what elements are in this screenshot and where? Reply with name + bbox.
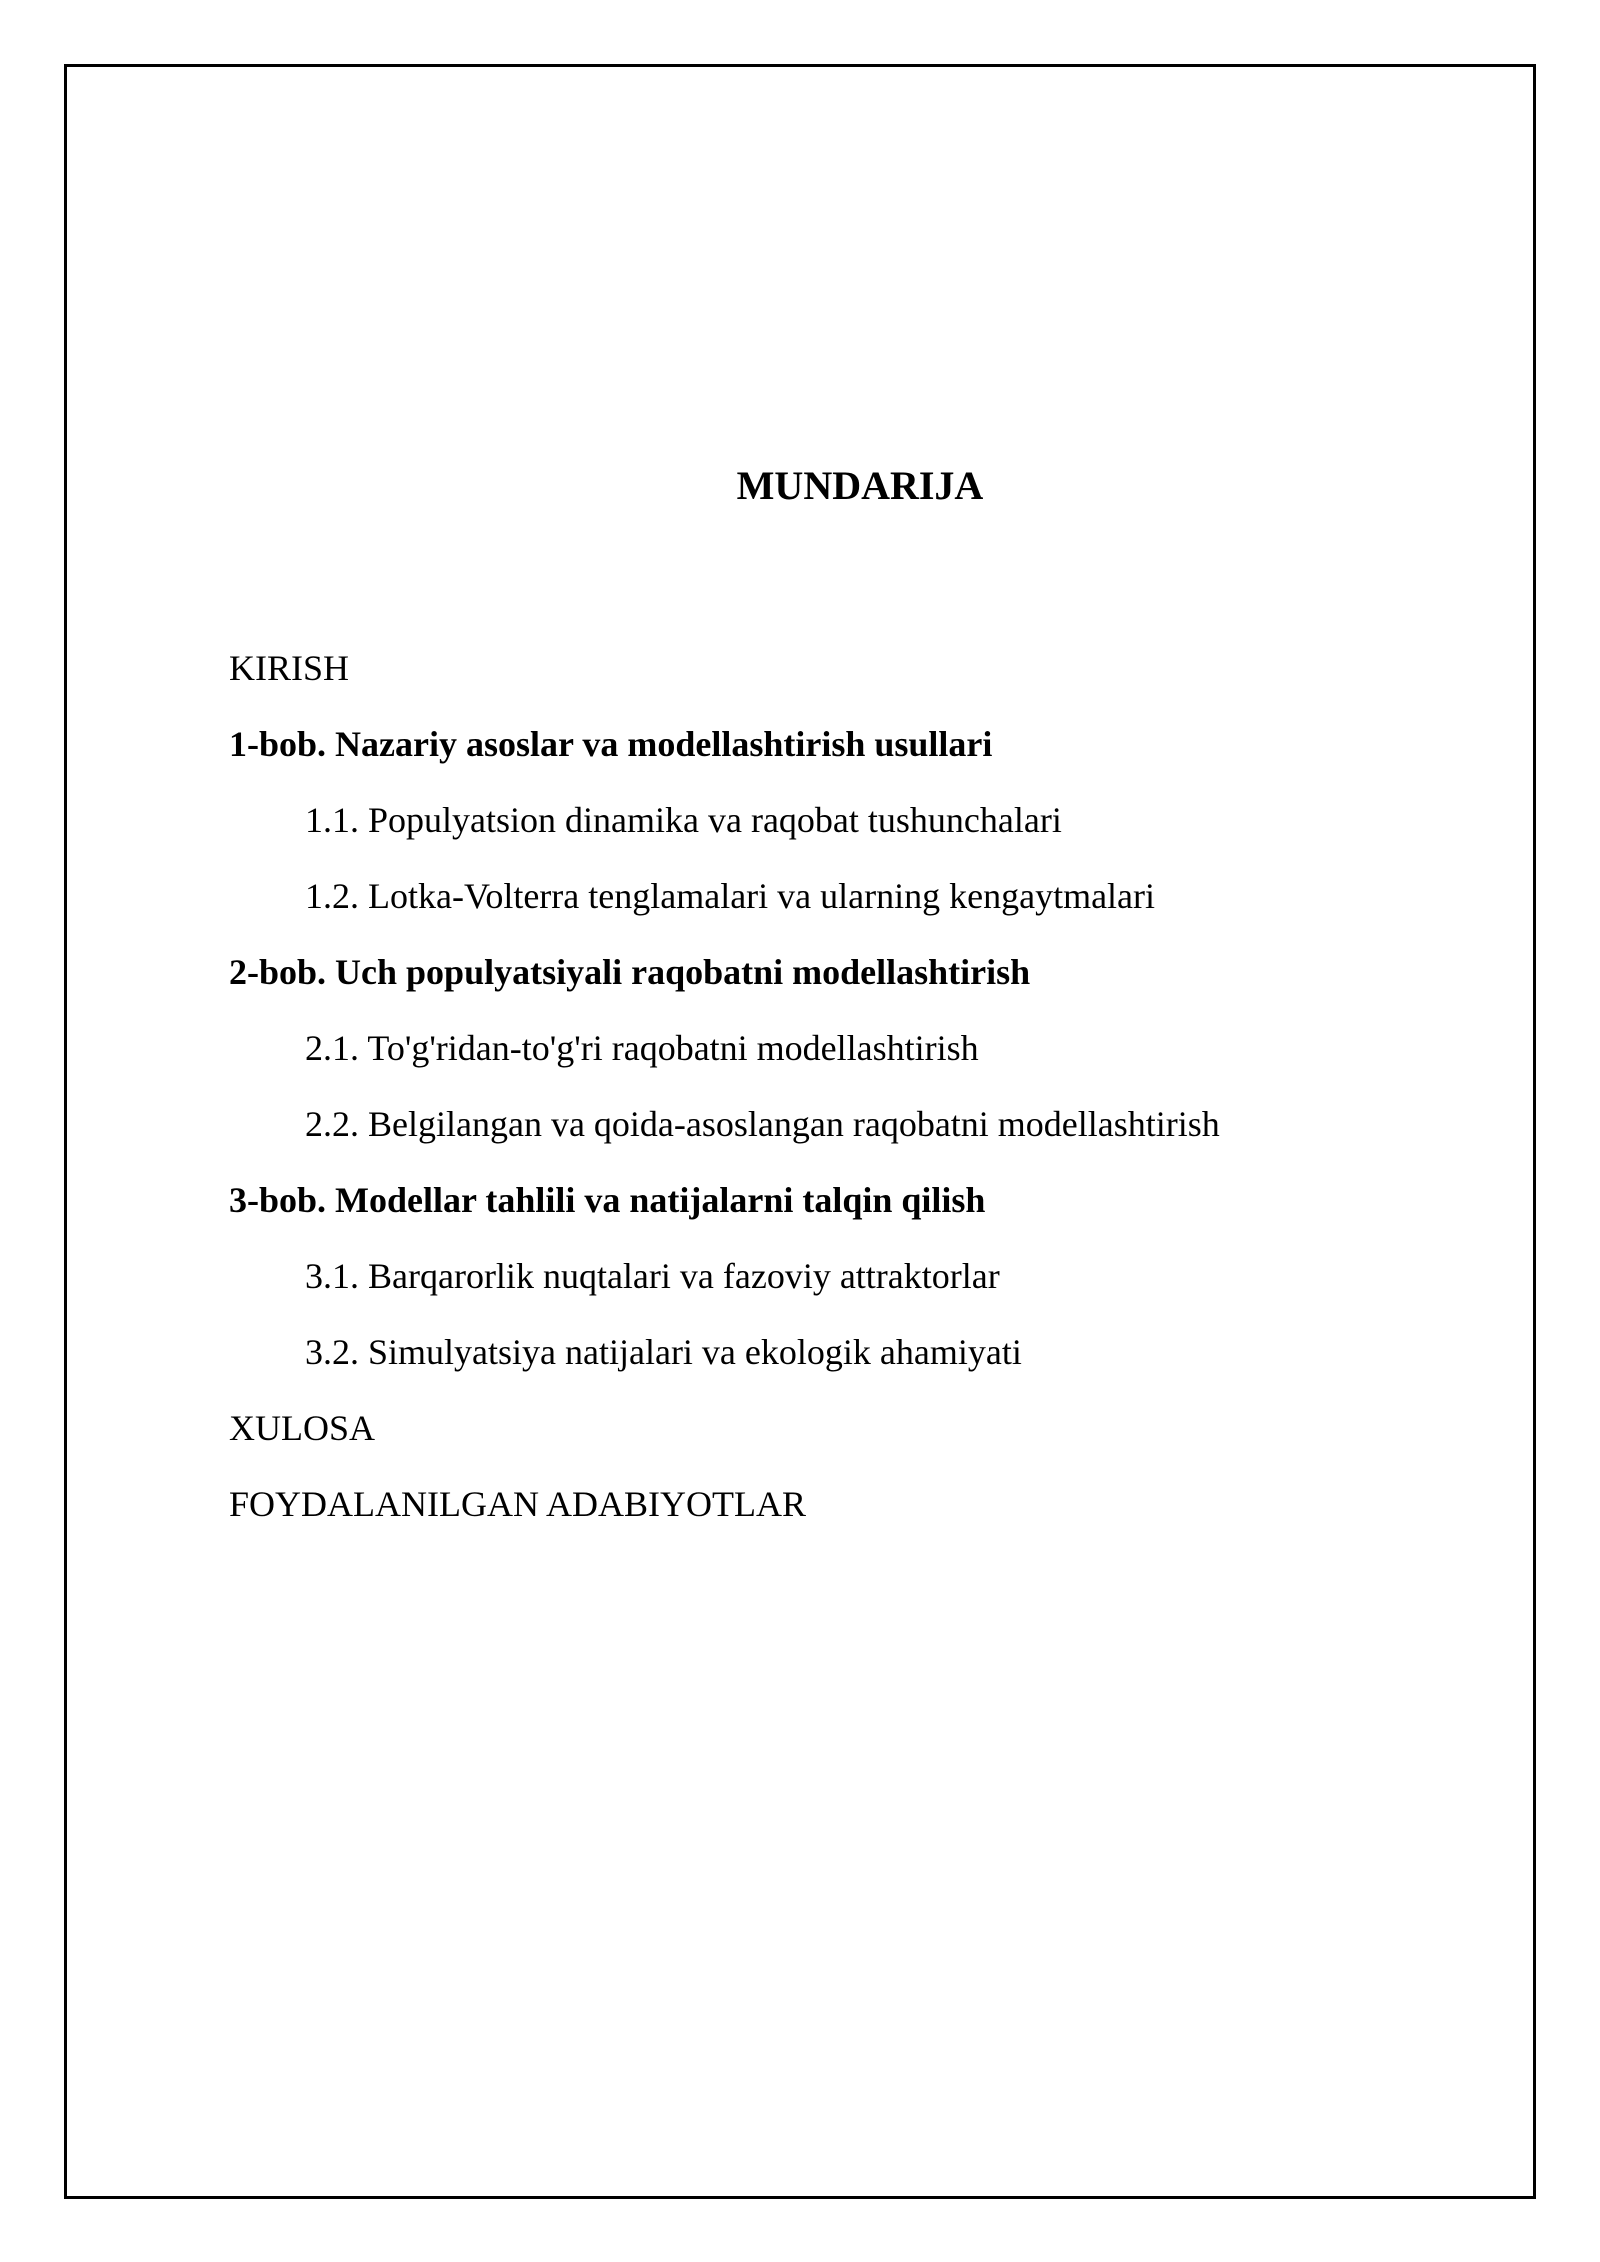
toc-item-adabiyotlar: FOYDALANILGAN ADABIYOTLAR	[229, 1484, 806, 1524]
toc-chapter-2: 2-bob. Uch populyatsiyali raqobatni modellashtirish	[229, 952, 1031, 992]
toc-section-3-2: 3.2. Simulyatsiya natijalari va ekologik ahamiyati	[305, 1332, 1022, 1372]
toc-item-xulosa: XULOSA	[229, 1408, 376, 1448]
toc-section-1-1: 1.1. Populyatsion dinamika va raqobat tushunchalari	[305, 800, 1062, 840]
page-title: MUNDARIJA	[736, 463, 984, 508]
toc-item-kirish: KIRISH	[229, 648, 350, 688]
toc-section-3-1: 3.1. Barqarorlik nuqtalari va fazoviy attraktorlar	[305, 1256, 1000, 1296]
toc-section-2-2: 2.2. Belgilangan va qoida-asoslangan raqobatni modellashtirish	[305, 1104, 1220, 1144]
toc-chapter-1: 1-bob. Nazariy asoslar va modellashtirish usullari	[229, 724, 993, 764]
toc-chapter-3: 3-bob. Modellar tahlili va natijalarni talqin qilish	[229, 1180, 986, 1220]
toc-section-2-1: 2.1. To'g'ridan-to'g'ri raqobatni modellashtirish	[305, 1028, 979, 1068]
toc-section-1-2: 1.2. Lotka-Volterra tenglamalari va ularning kengaytmalari	[305, 876, 1156, 916]
